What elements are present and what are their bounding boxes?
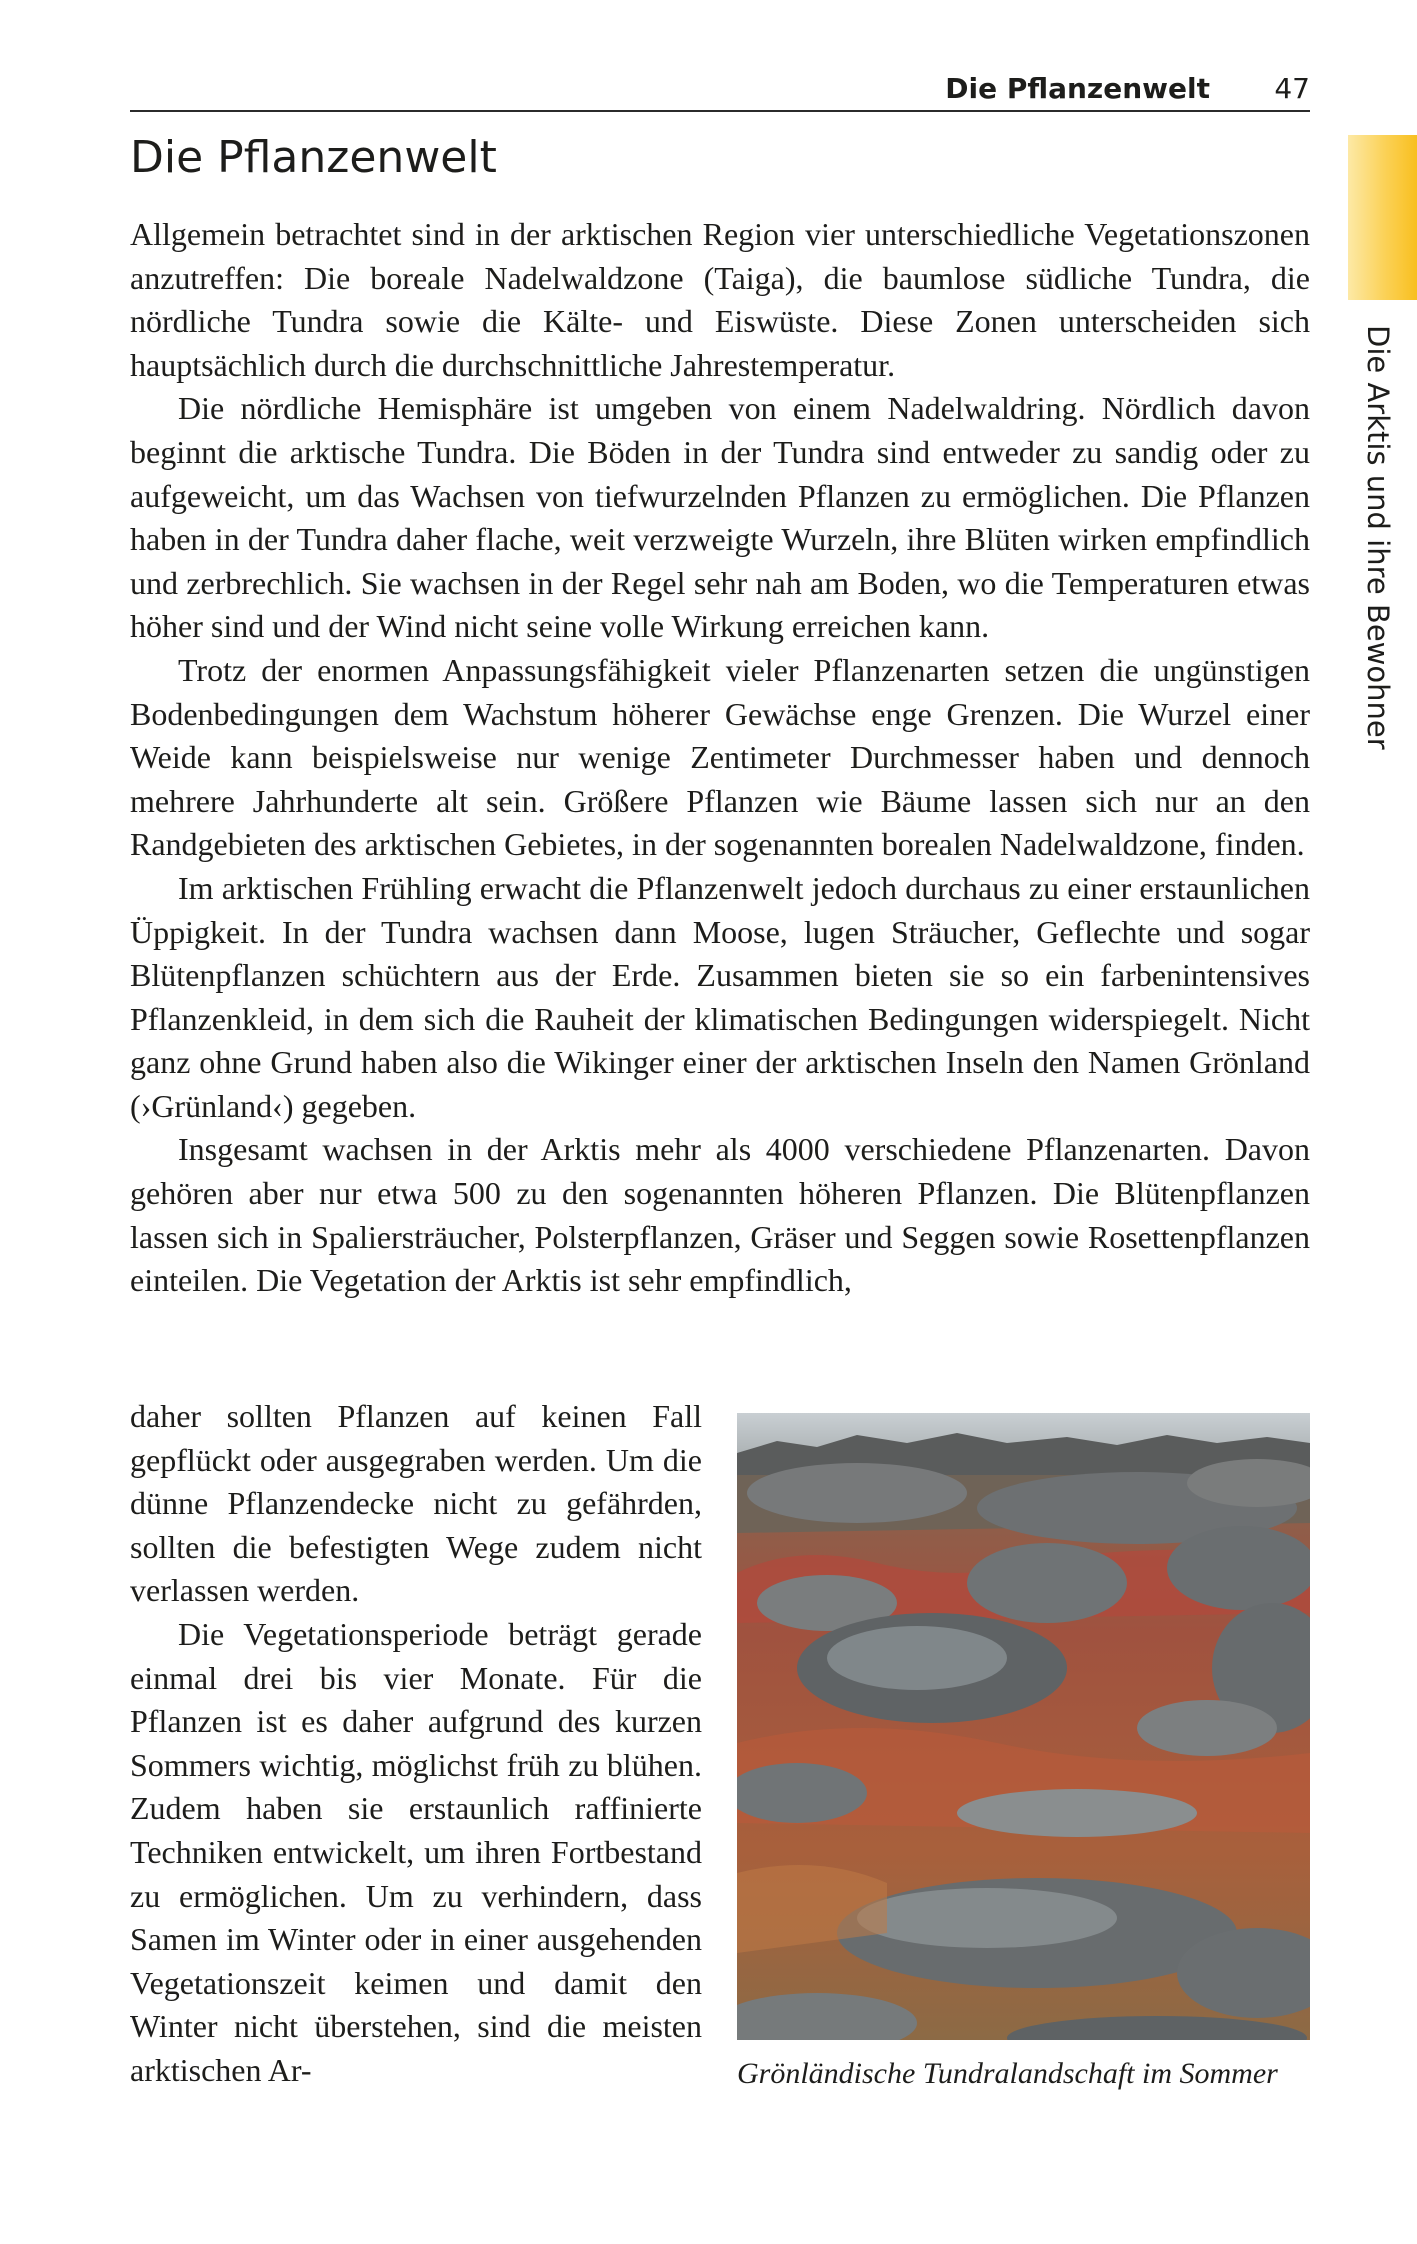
paragraph: Insgesamt wachsen in der Arktis mehr als 4000 verschiedene Pflanzenarten. Davon gehören aber nur etwa 500 zu den sogenannten höheren Pflanzen. Die Blütenpflanzen lassen sich in Spaliersträucher, Polsterpflanzen, Gräser und Seggen sowie Rosettenpflanzen einteilen. Die Vegetation der Arktis ist sehr empfindlich, [130, 1131, 1310, 1299]
body-text [130, 213, 1310, 1303]
paragraph: Trotz der enormen Anpassungsfähigkeit vieler Pflanzenarten setzen die ungünstigen Bodenbedingungen dem Wachstum höherer Gewächse enge Grenzen. Die Wurzel einer Weide kann beispielsweise nur wenige Zentimeter Durchmesser haben und dennoch mehrere Jahrhunderte alt sein. Größere Pflanzen wie Bäume lassen sich nur an den Randgebieten des arktischen Gebietes, in der sogenannten borealen Nadelwaldzone, finden. [130, 651, 1310, 863]
running-head [130, 70, 1310, 112]
chapter-tab-marker [1348, 135, 1417, 300]
narrow-text-column [130, 1395, 702, 2093]
photo-caption: Grönländische Tundralandschaft im Sommer [737, 2057, 1278, 2090]
paragraph: Die nördliche Hemisphäre ist umgeben von einem Nadelwaldring. Nördlich davon beginnt die arktische Tundra. Die Böden in der Tundra sind entweder zu sandig oder zu aufgeweicht, um das Wachsen von tiefwurzelnden Pflanzen zu ermöglichen. Die Pflanzen haben in der Tundra daher flache, weit verzweigte Wurzeln, ihre Blüten wirken empfindlich und zerbrechlich. Sie wachsen in der Regel sehr nah am Boden, wo die Temperaturen etwas höher sind und der Wind nicht seine volle Wirkung erreichen kann. [130, 390, 1310, 645]
page-title: Die Pflanzenwelt [130, 132, 497, 183]
chapter-side-title: Die Arktis und ihre Bewohner [1361, 325, 1395, 750]
running-head-title: Die Pflanzenwelt [945, 72, 1210, 105]
tundra-landscape-photo [737, 1413, 1310, 2040]
paragraph: daher sollten Pflanzen auf keinen Fall gepflückt oder ausgegraben werden. Um die dünne Pflanzendecke nicht zu gefährden, sollten die befestigten Wege zudem nicht verlassen werden. [130, 1398, 702, 1609]
paragraph: Die Vegetationsperiode beträgt gerade einmal drei bis vier Monate. Für die Pflanzen ist es daher aufgrund des kurzen Sommers wichtig, möglichst früh zu blühen. Zudem haben sie erstaunlich raffinierte Techniken entwickelt, um ihren Fortbestand zu ermöglichen. Um zu verhindern, dass Samen im Winter oder in einer ausgehenden Vegetationszeit keimen und damit den Winter nicht überstehen, sind die meisten arktischen Ar- [130, 1615, 702, 2088]
page-number: 47 [1274, 72, 1310, 105]
paragraph: Allgemein betrachtet sind in der arktischen Region vier unterschiedliche Vegetationszonen anzutreffen: Die boreale Nadelwaldzone (Taiga), die baumlose südliche Tundra, die nördliche Tundra sowie die Kälte- und Eiswüste. Diese Zonen unterscheiden sich hauptsächlich durch die durchschnittliche Jahrestemperatur. [130, 216, 1310, 383]
paragraph: Im arktischen Frühling erwacht die Pflanzenwelt jedoch durchaus zu einer erstaunlichen Üppigkeit. In der Tundra wachsen dann Moose, lugen Sträucher, Geflechte und sogar Blütenpflanzen schüchtern aus der Erde. Zusammen bieten sie so ein farbenintensives Pflanzenkleid, in dem sich die Rauheit der klimatischen Bedingungen widerspiegelt. Nicht ganz ohne Grund haben also die Wikinger einer der arktischen Inseln den Namen Grönland (›Grünland‹) gegeben. [130, 869, 1310, 1124]
